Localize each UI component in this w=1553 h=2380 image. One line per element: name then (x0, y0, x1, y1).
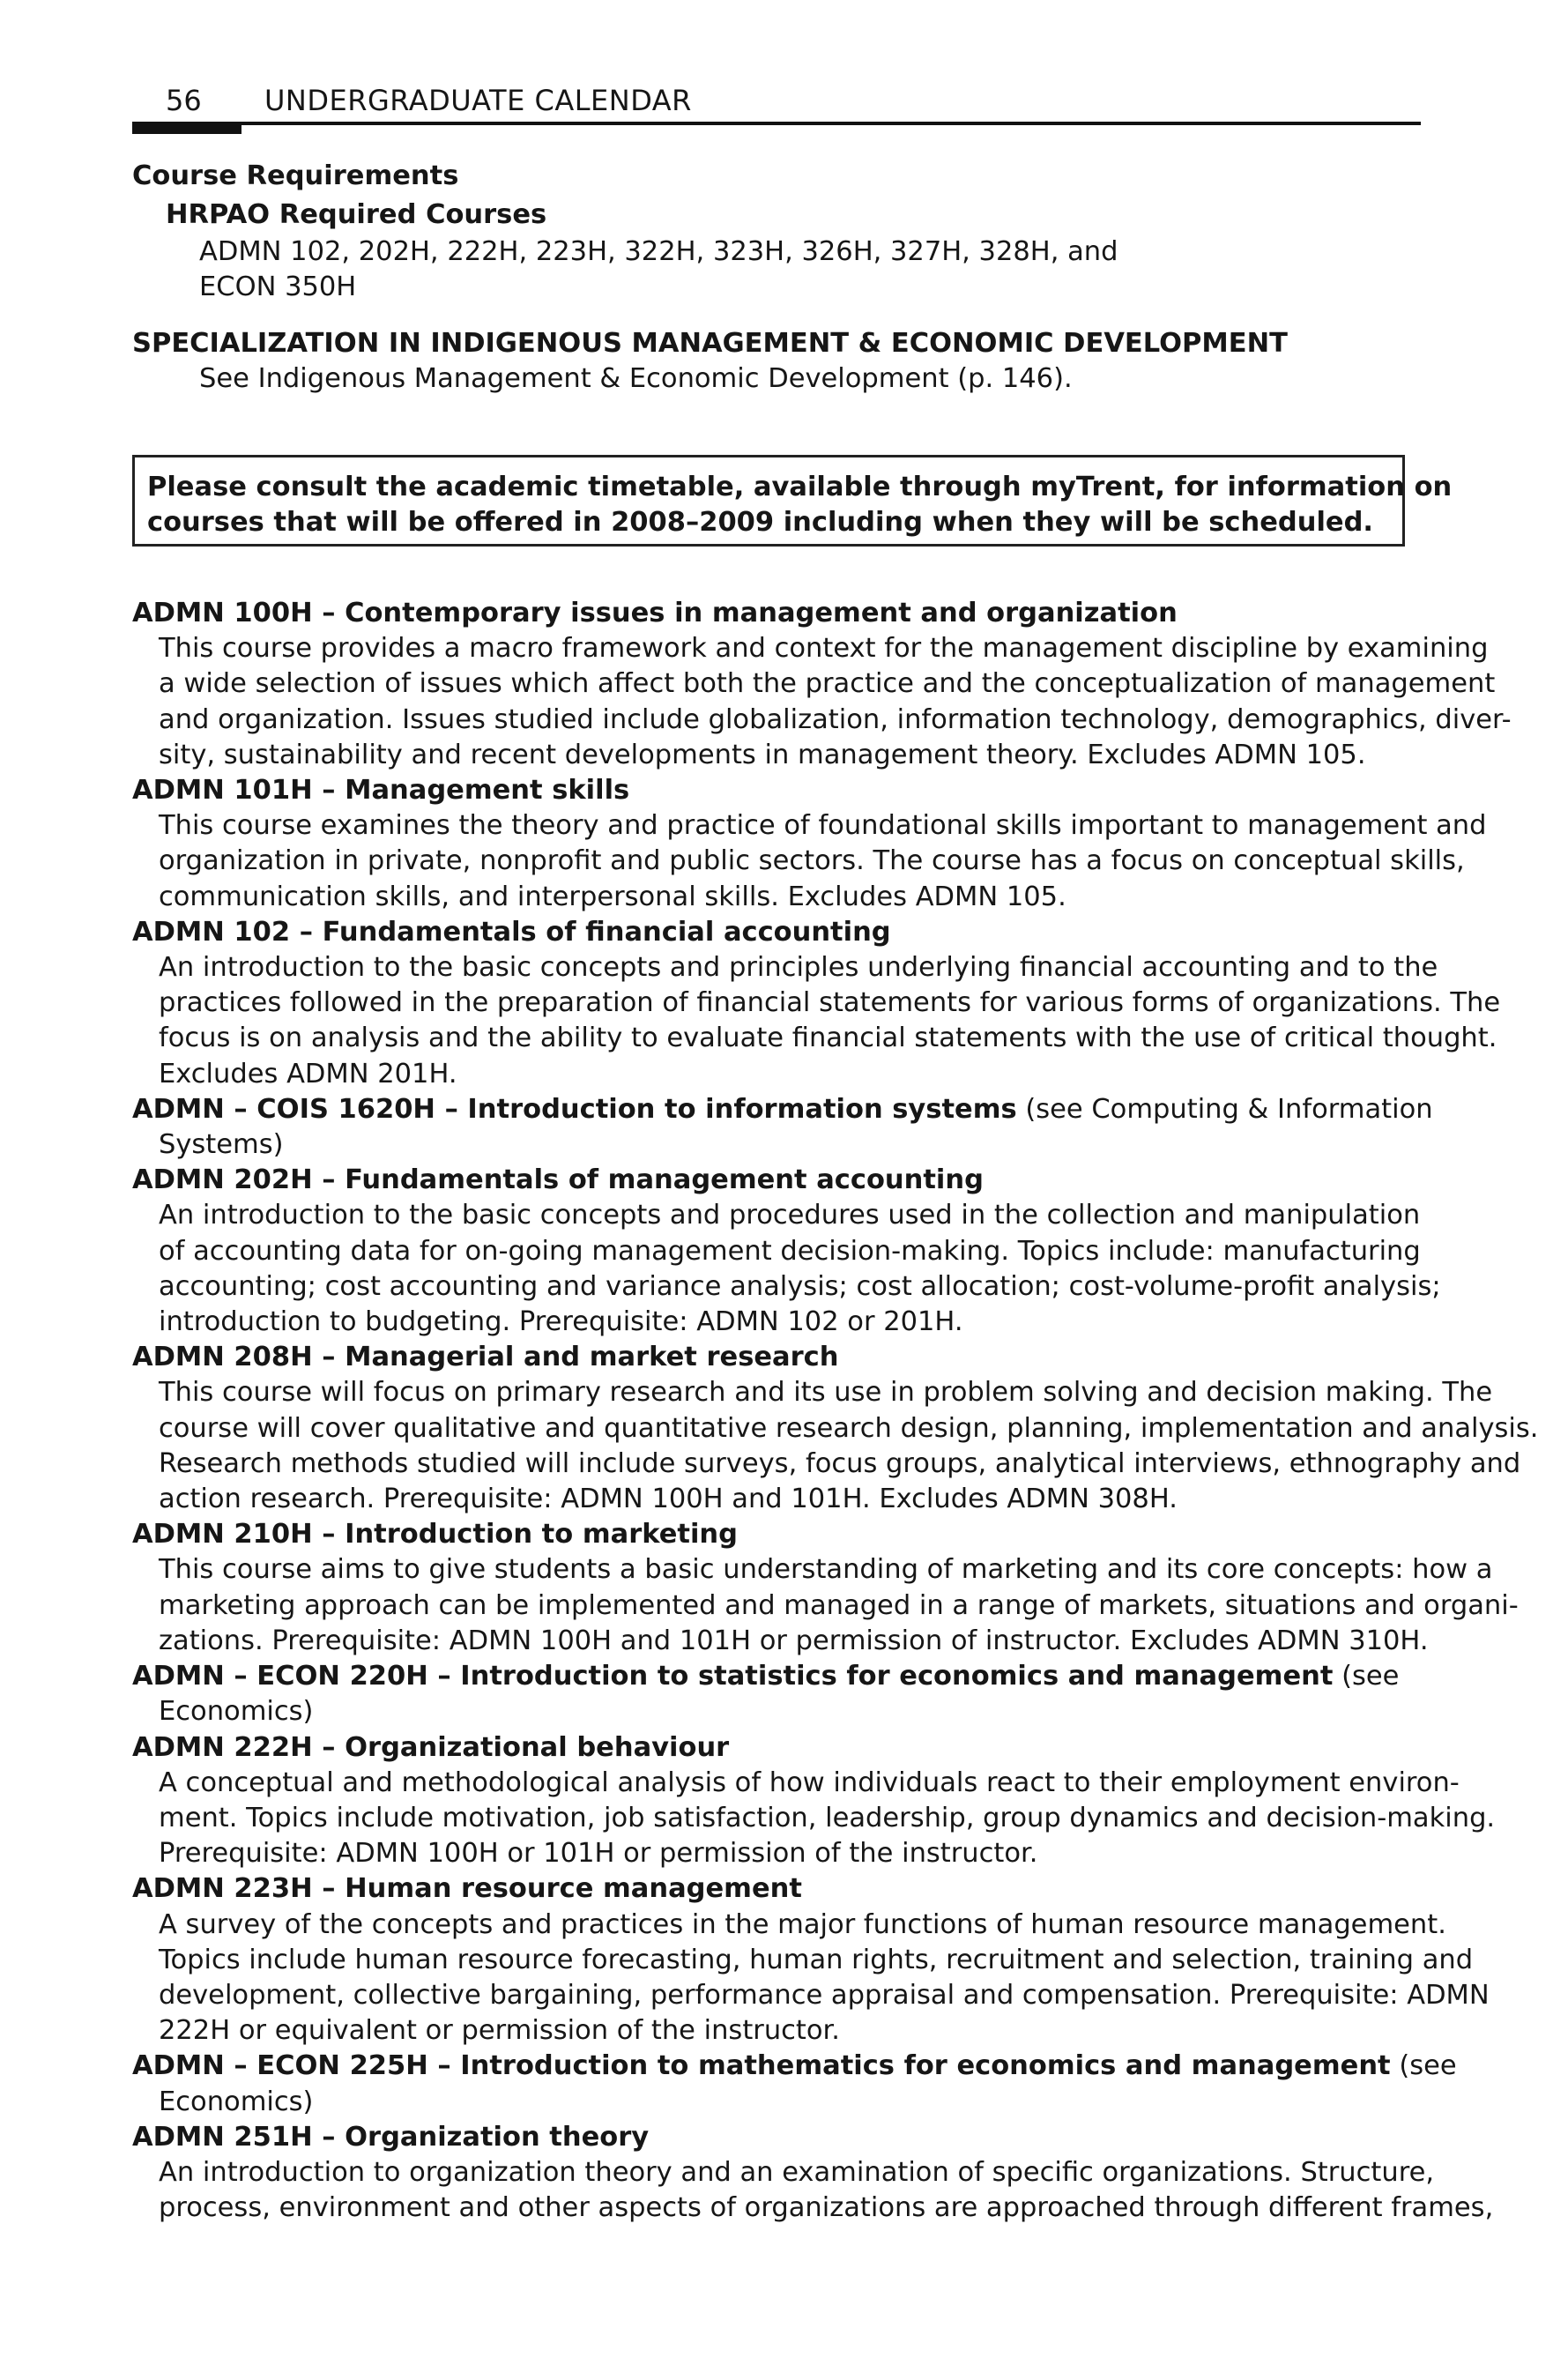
header-rule (132, 122, 1421, 125)
notice-line: Please consult the academic timetable, available through myTrent, for information on (147, 472, 1453, 502)
specialization-heading: SPECIALIZATION IN INDIGENOUS MANAGEMENT & ECONOMIC DEVELOPMENT (132, 328, 1288, 359)
requirements-line: ADMN 102, 202H, 222H, 223H, 322H, 323H, 326H, 327H, 328H, and (199, 236, 1118, 267)
course-description-line: and organization. Issues studied include globalization, information technology, demographics, diver- (159, 703, 1512, 735)
course-description-line: focus is on analysis and the ability to evaluate financial statements with the use of critical thought. (159, 1023, 1497, 1054)
course-description-line: communication skills, and interpersonal skills. Excludes ADMN 105. (159, 881, 1066, 912)
course-description-line: An introduction to organization theory and an examination of specific organizations. Structure, (159, 2156, 1435, 2188)
course-entry (132, 2049, 1457, 2119)
course-title-line (132, 2049, 1457, 2084)
course-title: ADMN 100H – Contemporary issues in management and organization (132, 598, 1178, 628)
course-crosslist-continuation: Economics) (159, 1696, 314, 1728)
page-number: 56 (166, 84, 202, 117)
course-description-line: This course provides a macro framework and context for the management discipline by examining (159, 633, 1489, 665)
course-description-line: of accounting data for on-going management decision-making. Topics include: manufacturing (159, 1235, 1421, 1267)
course-entry (132, 1092, 1433, 1163)
course-title-line (132, 915, 1428, 950)
notice-line: courses that will be offered in 2008–2009 including when they will be scheduled. (147, 507, 1374, 538)
course-title: ADMN 202H – Fundamentals of management accounting (132, 1164, 984, 1196)
running-title: UNDERGRADUATE CALENDAR (264, 84, 692, 117)
course-description-line: Excludes ADMN 201H. (159, 1058, 457, 1090)
course-entry (132, 1163, 1441, 1340)
header-tab-block (132, 122, 241, 134)
course-description-line: ment. Topics include motivation, job satisfaction, leadership, group dynamics and decision-making. (159, 1802, 1496, 1833)
course-title-line (132, 1871, 1428, 1907)
course-entry (132, 1730, 1496, 1872)
timetable-notice (132, 455, 1453, 547)
specialization-text: See Indigenous Management & Economic Development (p. 146). (199, 363, 1073, 394)
course-title: ADMN – COIS 1620H – Introduction to information systems (132, 1093, 1017, 1125)
course-title-line (132, 2120, 1428, 2155)
course-description-line: course will cover qualitative and quantitative research design, planning, implementation and analysis. (159, 1412, 1539, 1444)
course-title: ADMN 223H – Human resource management (132, 1873, 802, 1905)
course-description-line: development, collective bargaining, performance appraisal and compensation. Prerequisite: ADMN (159, 1979, 1490, 2011)
course-entry (132, 1659, 1428, 1729)
course-description-line: Research methods studied will include surveys, focus groups, analytical interviews, ethnography and (159, 1447, 1521, 1479)
course-title-line (132, 1730, 1428, 1766)
course-title-line (132, 596, 1428, 631)
course-title: ADMN 102 – Fundamentals of financial accounting (132, 916, 891, 948)
course-description-line: sity, sustainability and recent developments in management theory. Excludes ADMN 105. (159, 739, 1366, 770)
course-description-line: action research. Prerequisite: ADMN 100H and 101H. Excludes ADMN 308H. (159, 1484, 1178, 1515)
course-entry (132, 1871, 1490, 2049)
course-title: ADMN – ECON 225H – Introduction to mathematics for economics and management (132, 2050, 1391, 2082)
course-description-line: An introduction to the basic concepts and procedures used in the collection and manipulation (159, 1200, 1421, 1231)
course-title-line (132, 1517, 1428, 1552)
course-title-line (132, 1163, 1428, 1198)
course-title: ADMN 251H – Organization theory (132, 2121, 650, 2153)
course-title-line (132, 1092, 1433, 1127)
course-description-line: a wide selection of issues which affect both the practice and the conceptualization of management (159, 668, 1496, 700)
course-description-line: 222H or equivalent or permission of the instructor. (159, 2015, 840, 2047)
course-title: ADMN – ECON 220H – Introduction to statistics for economics and management (132, 1661, 1334, 1692)
course-description-line: process, environment and other aspects of organizations are approached through different frames, (159, 2192, 1494, 2224)
course-crosslist-continuation: Economics) (159, 2086, 314, 2117)
course-description-line: Prerequisite: ADMN 100H or 101H or permission of the instructor. (159, 1838, 1038, 1870)
course-description-line: A conceptual and methodological analysis of how individuals react to their employment environ- (159, 1766, 1460, 1798)
course-description-line: organization in private, nonprofit and public sectors. The course has a focus on conceptual skills, (159, 845, 1465, 877)
course-crosslist-note: (see (1390, 2050, 1457, 2082)
course-description-line: A survey of the concepts and practices in the major functions of human resource management. (159, 1908, 1446, 1940)
course-title-line (132, 773, 1428, 808)
course-title: ADMN 208H – Managerial and market research (132, 1342, 839, 1373)
course-entry (132, 915, 1501, 1092)
course-description-line: practices followed in the preparation of financial statements for various forms of organizations. The (159, 987, 1501, 1019)
course-crosslist-note: (see (1333, 1661, 1400, 1692)
course-entry (132, 1340, 1539, 1517)
requirements-subheading: HRPAO Required Courses (166, 199, 547, 230)
course-title: ADMN 222H – Organizational behaviour (132, 1731, 730, 1763)
course-description-line: Topics include human resource forecasting, human rights, recruitment and selection, training and (159, 1944, 1474, 1975)
course-entry (132, 1517, 1519, 1659)
course-description-line: This course examines the theory and practice of foundational skills important to management and (159, 810, 1487, 842)
course-description-line: zations. Prerequisite: ADMN 100H and 101H or permission of instructor. Excludes ADMN 310H. (159, 1625, 1429, 1656)
course-crosslist-note: (see Computing & Information (1016, 1093, 1433, 1125)
course-description-line: This course will focus on primary research and its use in problem solving and decision making. The (159, 1377, 1493, 1409)
course-crosslist-continuation: Systems) (159, 1129, 284, 1161)
course-description-line: An introduction to the basic concepts and principles underlying financial accounting and to the (159, 952, 1438, 984)
requirements-heading: Course Requirements (132, 160, 459, 191)
course-description-line: accounting; cost accounting and variance analysis; cost allocation; cost-volume-profit analysis; (159, 1270, 1441, 1302)
course-title-line (132, 1340, 1428, 1375)
requirements-line: ECON 350H (199, 271, 357, 302)
course-title: ADMN 101H – Management skills (132, 775, 630, 807)
course-title: ADMN 210H – Introduction to marketing (132, 1519, 738, 1551)
course-description-line: introduction to budgeting. Prerequisite: ADMN 102 or 201H. (159, 1306, 963, 1338)
course-list (132, 596, 1539, 2226)
course-entry (132, 596, 1512, 773)
course-description-line: This course aims to give students a basic understanding of marketing and its core concepts: how a (159, 1554, 1493, 1586)
course-title-line (132, 1659, 1428, 1694)
course-entry (132, 773, 1487, 915)
course-description-line: marketing approach can be implemented and managed in a range of markets, situations and organi- (159, 1589, 1519, 1621)
course-entry (132, 2120, 1494, 2227)
